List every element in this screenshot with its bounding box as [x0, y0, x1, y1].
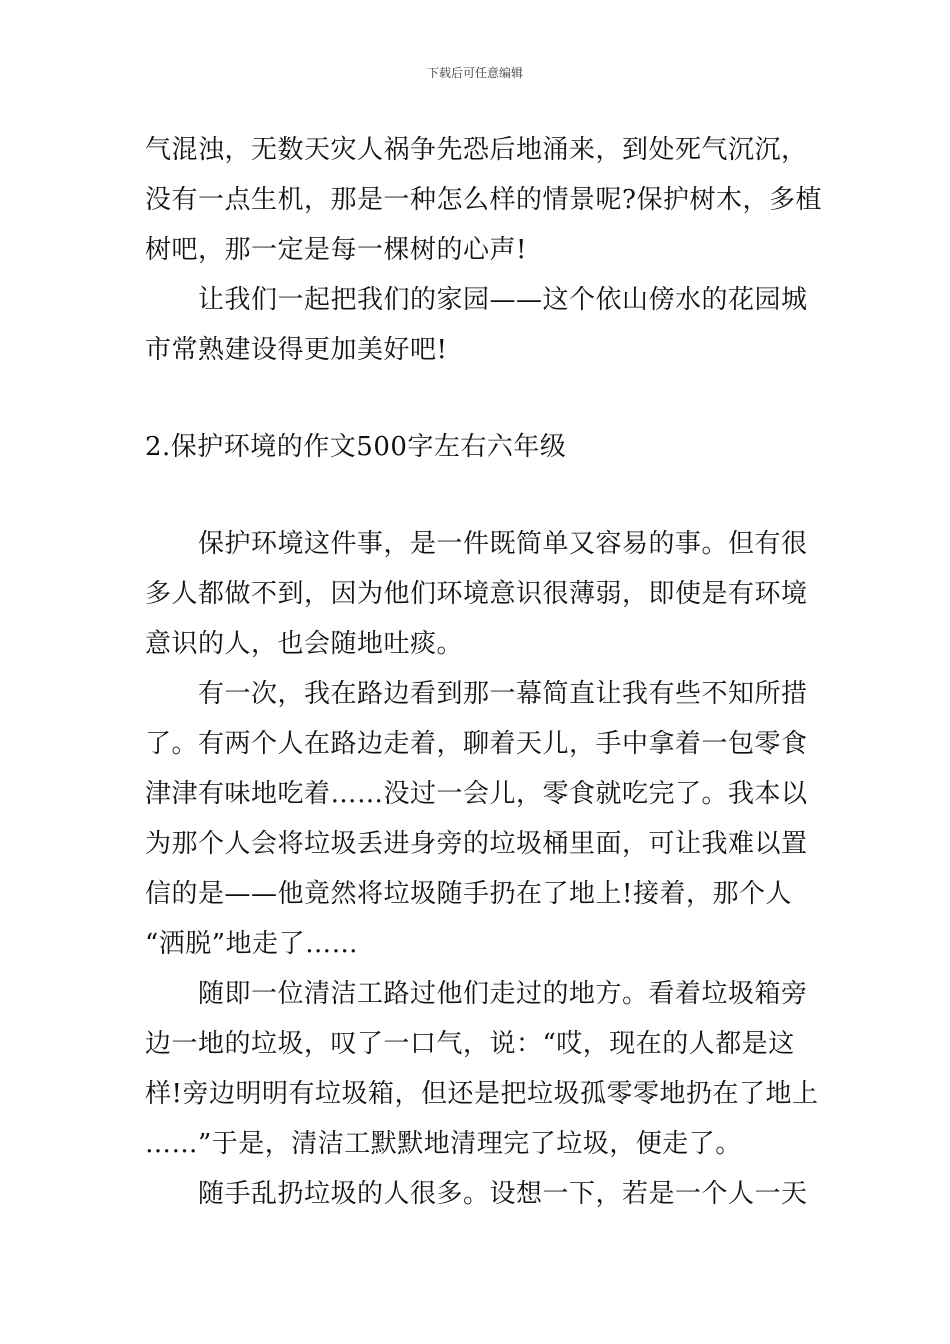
text-line: ……”于是，清洁工默默地清理完了垃圾，便走了。	[145, 1129, 742, 1159]
text-line: 没有一点生机，那是一种怎么样的情景呢?保护树木，多植	[145, 185, 822, 215]
text-line: 津津有味地吃着……没过一会儿，零食就吃完了。我本以	[145, 779, 808, 809]
text-line: 随手乱扔垃圾的人很多。设想一下，若是一个人一天	[198, 1179, 808, 1209]
text-line: 树吧，那一定是每一棵树的心声!	[145, 235, 527, 265]
text-line: 保护环境这件事，是一件既简单又容易的事。但有很	[198, 529, 808, 559]
paragraph	[145, 969, 819, 1169]
paragraph	[145, 519, 810, 669]
section-heading: 2.保护环境的作文500字左右六年级	[145, 432, 567, 462]
text-line: 信的是——他竟然将垃圾随手扔在了地上!接着，那个人	[145, 879, 792, 909]
text-line: 样!旁边明明有垃圾箱，但还是把垃圾孤零零地扔在了地上	[145, 1079, 819, 1109]
paragraph	[145, 1169, 810, 1219]
text-line: 边一地的垃圾，叹了一口气，说：“哎，现在的人都是这	[145, 1029, 795, 1059]
text-line: 了。有两个人在路边走着，聊着天儿，手中拿着一包零食	[145, 729, 808, 759]
text-line: 随即一位清洁工路过他们走过的地方。看着垃圾箱旁	[198, 979, 808, 1009]
text-line: “洒脱”地走了……	[145, 929, 359, 959]
document-body	[145, 125, 822, 1219]
text-line: 市常熟建设得更加美好吧!	[145, 335, 448, 365]
text-line: 有一次，我在路边看到那一幕简直让我有些不知所措	[198, 679, 808, 709]
paragraph	[145, 275, 810, 375]
text-line: 多人都做不到，因为他们环境意识很薄弱，即使是有环境	[145, 579, 808, 609]
paragraph	[145, 125, 822, 275]
page-header: 下载后可任意编辑	[426, 66, 523, 80]
text-line: 让我们一起把我们的家园——这个依山傍水的花园城	[198, 285, 808, 315]
text-line: 意识的人，也会随地吐痰。	[145, 629, 464, 659]
text-line: 为那个人会将垃圾丢进身旁的垃圾桶里面，可让我难以置	[145, 829, 808, 859]
text-line: 气混浊，无数天灾人祸争先恐后地涌来，到处死气沉沉，	[145, 135, 808, 165]
paragraph	[145, 669, 810, 969]
